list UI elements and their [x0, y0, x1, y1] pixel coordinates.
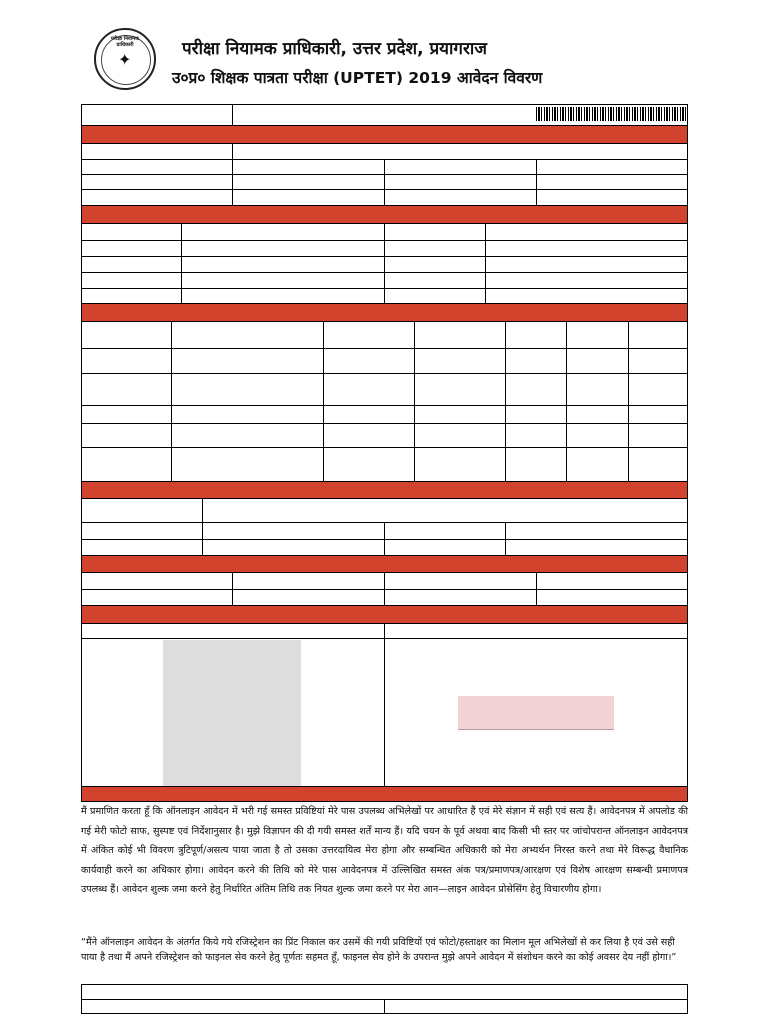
authority-title: परीक्षा नियामक प्राधिकारी, उत्तर प्रदेश, प्रयागराज	[182, 39, 487, 59]
section-band-4	[81, 481, 688, 499]
section-band-2	[81, 205, 688, 224]
section-band-1	[81, 125, 688, 144]
emblem-icon: ✦	[118, 50, 132, 69]
applicant-photo	[163, 640, 301, 786]
barcode	[536, 107, 686, 121]
section-band-5	[81, 555, 688, 573]
section-band-3	[81, 303, 688, 322]
section-band-7	[81, 786, 688, 802]
declaration-quote: “मैंने ऑनलाइन आवेदन के अंतर्गत किये गये रजिस्ट्रेशन का प्रिंट निकाल कर उसमें की गयी प्रविष्टियों एवं फोटो/हस्ताक्षर का मिलान मूल अभिलेखों से कर लिया है एवं उसे सही पाया है तथा मैं अपने रजिस्ट्रेशन को फाइनल सेव करने हेतु पूर्णतः सहमत हूँ, फाइनल सेव होने के उपरान्त मुझे अपने आवेदन में संशोधन करने का कोई अवसर देय नहीं होगा।”	[81, 937, 677, 963]
form-title: उ०प्र० शिक्षक पात्रता परीक्षा (UPTET) 2019 आवेदन विवरण	[172, 69, 543, 87]
emblem-logo	[94, 28, 156, 90]
logo-text: परीक्षा नियामक प्राधिकारी	[111, 36, 139, 48]
declaration-paragraph: मैं प्रमाणित करता हूँ कि ऑनलाइन आवेदन में भरी गई समस्त प्रविष्टियां मेरे पास उपलब्ध अभिलेखों पर आधारित हैं एवं मेरे संज्ञान में सही एवं सत्य हैं। आवेदनपत्र में अपलोड की गई मेरी फोटो साफ, सुस्पष्ट एवं निर्देशानुसार है। मुझे विज्ञापन की दी गयी समस्त शर्तें मान्य हैं। यदि चयन के पूर्व अथवा बाद किसी भी स्तर पर जांचोपरान्त ऑनलाइन आवेदनपत्र में अंकित कोई भी विवरण त्रुटिपूर्ण/असत्य पाया जाता है तो उसका उत्तरदायित्व मेरा होगा और सम्बन्धित अधिकारी को मेरा अभ्यर्थन निरस्त करने तथा मेरे विरूद्ध वैधानिक कार्यवाही करने का अधिकार होगा। आवेदन करने की तिथि को मेरे पास आवेदनपत्र में उल्लिखित समस्त अंक पत्र/प्रमाणपत्र/आरक्षण एवं विशेष आरक्षण सम्बन्धी प्रमाणपत्र उपलब्ध हैं। आवेदन शुल्क जमा करने हेतु निर्धारित अंतिम तिथि तक नियत शुल्क जमा करने पर मेरा आन—लाइन आवेदन प्रोसेसिंग हेतु विचारणीय होगा।	[81, 806, 688, 896]
signature-image	[458, 696, 614, 730]
section-band-6	[81, 605, 688, 624]
